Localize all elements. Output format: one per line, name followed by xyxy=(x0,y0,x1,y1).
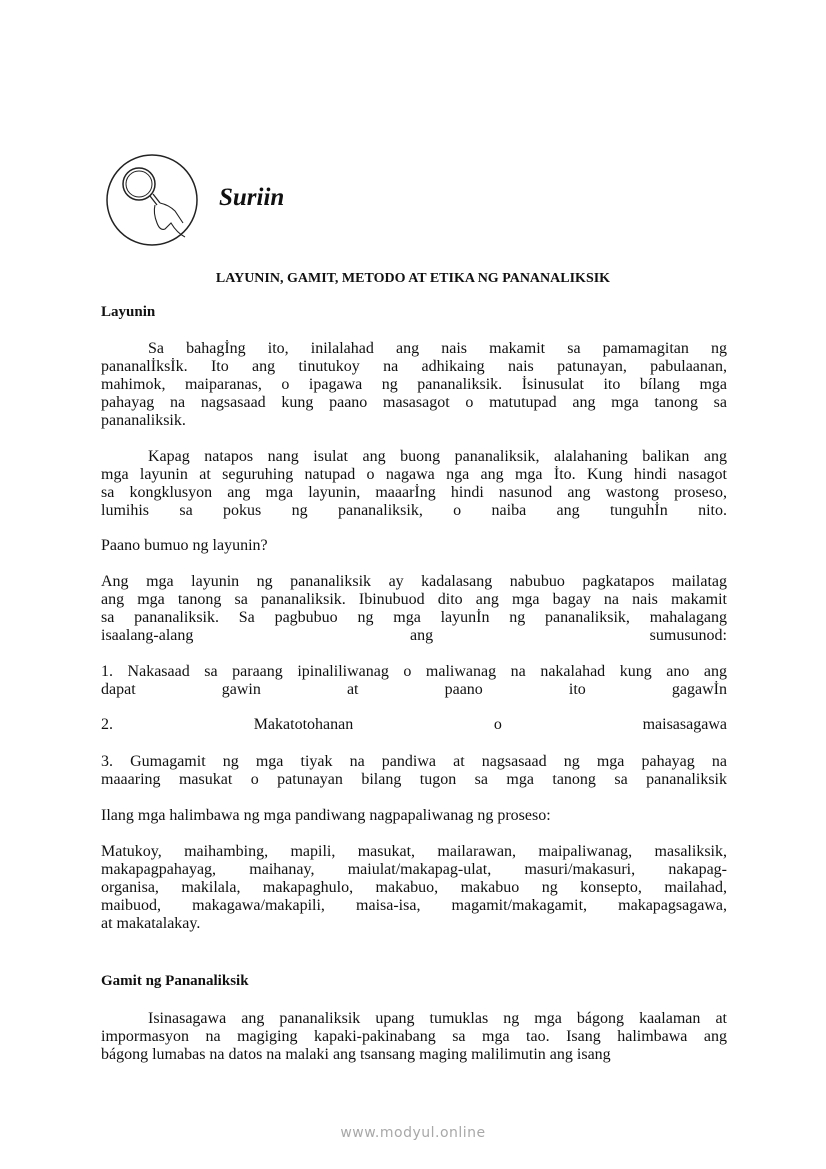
footer-watermark: www.modyul.online xyxy=(340,1125,486,1141)
text-line: sa pananaliksik. Sa pagbubuo ng mga layunİn ng pananaliksik, mahalagang xyxy=(101,609,727,626)
text-line: Kapag natapos nang isulat ang buong pananaliksik, alalahaning balikan ang xyxy=(148,448,727,465)
text-line: Ang mga layunin ng pananaliksik ay kadalasang nabubuo pagkatapos mailatag xyxy=(101,573,727,590)
paragraph xyxy=(101,716,727,734)
text-line: 2. Makatotohanan o maisasagawa xyxy=(101,716,727,733)
text-line: Layunin xyxy=(101,304,156,320)
text-line: impormasyon na magiging kapaki-pakinabang sa mga tao. Isang halimbawa ang xyxy=(101,1028,727,1045)
text-line: Isinasagawa ang pananaliksik upang tumuklas ng mga bágong kaalaman at xyxy=(148,1010,727,1027)
paragraph xyxy=(101,537,727,555)
paragraph xyxy=(101,663,727,699)
page-heading: LAYUNIN, GAMIT, METODO AT ETIKA NG PANANALIKSIK xyxy=(215,271,611,286)
section-title: Suriin xyxy=(219,184,285,211)
paragraph xyxy=(101,753,727,789)
text-line: maaaring masukat o patunayan bilang tugon sa mga tanong sa pananaliksik xyxy=(101,771,727,788)
text-line: Gamit ng Pananaliksik xyxy=(101,973,249,989)
paragraph xyxy=(101,573,727,645)
text-line: organisa, makilala, makapaghulo, makabuo, makabuo ng konsepto, mailahad, xyxy=(101,879,727,896)
paragraph xyxy=(101,1010,727,1064)
text-line: maibuod, makagawa/makapili, maisa-isa, magamit/makagamit, makapagsagawa, xyxy=(101,897,727,914)
magnifying-glass-icon xyxy=(105,153,201,254)
text-line: dapat gawin at paano ito gagawİn xyxy=(101,681,727,698)
section-subheading xyxy=(101,972,727,990)
text-line: Matukoy, maihambing, mapili, masukat, mailarawan, maipaliwanag, masaliksik, xyxy=(101,843,727,860)
text-line: 3. Gumagamit ng mga tiyak na pandiwa at nagsasaad ng mga pahayag na xyxy=(101,753,727,770)
text-line: mahimok, maiparanas, o ipagawa ng pananaliksik. İsinusulat ito bílang mga xyxy=(101,376,727,393)
text-line: Ilang mga halimbawa ng mga pandiwang nagpapaliwanag ng proseso: xyxy=(101,807,551,824)
text-line: Sa bahagİng ito, inilalahad ang nais makamit sa pamamagitan ng xyxy=(148,340,727,357)
text-line: bágong lumabas na datos na malaki ang tsansang maging malilimutin ang isang xyxy=(101,1046,611,1063)
text-line: pananaliksik. xyxy=(101,412,186,429)
text-line: sa kongklusyon ang mga layunin, maaarİng hindi nasunod ang wastong proseso, xyxy=(101,484,727,501)
text-line: lumihis sa pokus ng pananaliksik, o naiba ang tunguhİn nito. xyxy=(101,502,727,519)
text-line: makapagpahayag, maihanay, maiulat/makapag-ulat, masuri/makasuri, nakapag- xyxy=(101,861,727,878)
paragraph xyxy=(101,843,727,933)
section-subheading xyxy=(101,303,727,321)
paragraph xyxy=(101,340,727,430)
text-line: pahayag na nagsasaad kung paano masasagot o matutupad ang mga tanong sa xyxy=(101,394,727,411)
text-line: isaalang-alang ang sumusunod: xyxy=(101,627,727,644)
paragraph xyxy=(101,807,727,825)
text-line: 1. Nakasaad sa paraang ipinaliliwanag o maliwanag na nakalahad kung ano ang xyxy=(101,663,727,680)
paragraph xyxy=(101,448,727,520)
text-line: mga layunin at seguruhing natupad o nagawa nga ang mga İto. Kung hindi nasagot xyxy=(101,466,727,483)
text-line: ang mga tanong sa pananaliksik. Ibinubuod dito ang mga bagay na nais makamit xyxy=(101,591,727,608)
text-line: Paano bumuo ng layunin? xyxy=(101,537,268,554)
text-line: at makatalakay. xyxy=(101,915,201,932)
text-line: pananalİksİk. Ito ang tinutukoy na adhikaing nais patunayan, pabulaanan, xyxy=(101,358,727,375)
